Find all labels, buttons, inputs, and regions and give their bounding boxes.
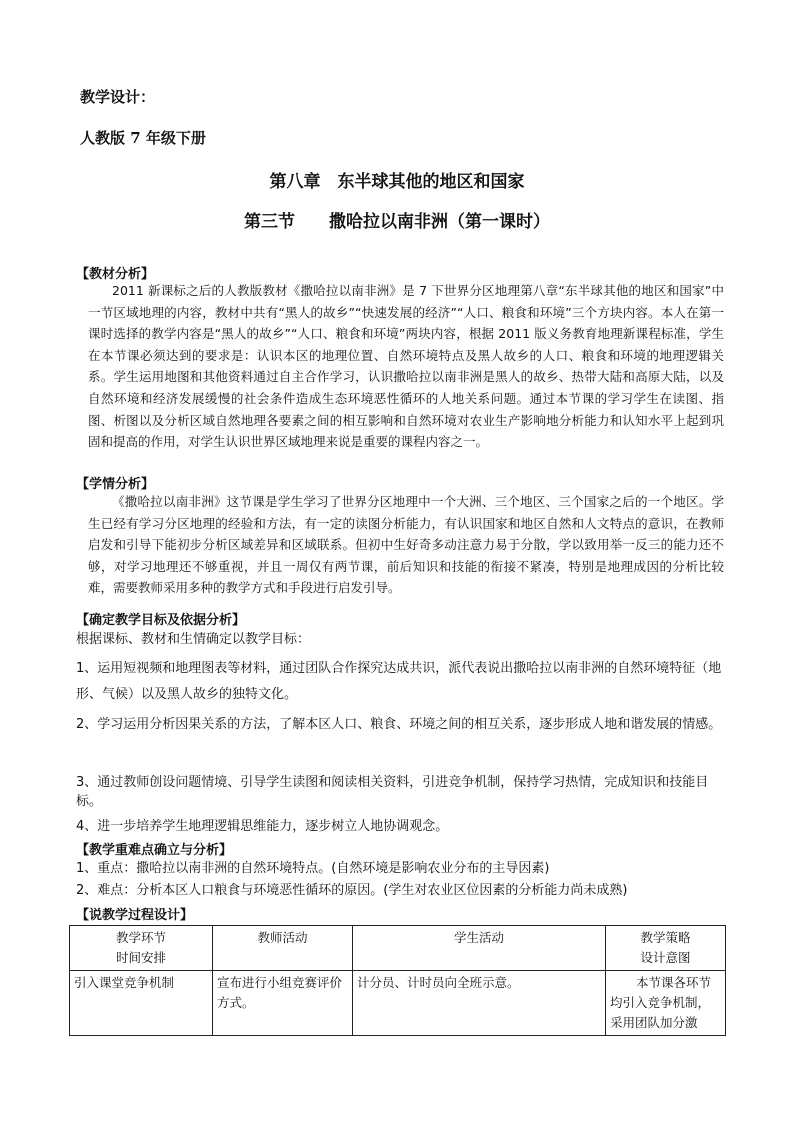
table-row [70, 971, 726, 1036]
process-table [69, 925, 726, 1036]
chapter-title: 第八章 东半球其他的地区和国家 [269, 172, 525, 192]
doc-type-heading: 教学设计： [80, 88, 156, 106]
process-title: 【说教学过程设计】 [76, 908, 194, 923]
header-strategy-line2: 设计意图 [640, 950, 691, 965]
header-strategy [606, 926, 726, 971]
header-strategy-line1: 教学策略 [640, 930, 691, 945]
header-student-label: 学生活动 [453, 930, 504, 945]
cell-strategy: 本节课各环节均引入竞争机制，采用团队加分激 [606, 971, 726, 1036]
header-teacher [213, 926, 353, 971]
header-student [353, 926, 606, 971]
header-stage-line1: 教学环节 [115, 930, 166, 945]
objective-item-3: 3、通过教师创设问题情境、引导学生读图和阅读相关资料，引进竞争机制，保持学习热情，完成知识和技能目标。 [76, 775, 709, 809]
section-title: 第三节 撒哈拉以南非洲（第一课时） [244, 212, 550, 232]
key-point-item-2: 2、难点：分析本区人口粮食与环境恶性循环的原因。(学生对农业区位因素的分析能力尚未成熟) [76, 883, 628, 898]
header-stage-line2: 时间安排 [115, 950, 166, 965]
edition-heading: 人教版 7 年级下册 [80, 129, 206, 147]
objective-item-1: 1、运用短视频和地理图表等材料，通过团队合作探究达成共识，派代表说出撒哈拉以南非洲的自然环境特征（地形、气候）以及黑人故乡的独特文化。 [76, 661, 722, 702]
objective-item-2: 2、学习运用分析因果关系的方法，了解本区人口、粮食、环境之间的相互关系，逐步形成人地和谐发展的情感。 [76, 717, 722, 732]
student-analysis-body: 《撒哈拉以南非洲》这节课是学生学习了世界分区地理中一个大洲、三个地区、三个国家之后的一个地区。学生已经有学习分区地理的经验和方法，有一定的读图分析能力，有认识国家和地区自然和人文特点的意识，在教师启发和引导下能初步分析区域差异和区域联系。但初中生好奇多动注意力易于分散，学以致用举一反三的能力还不够，对学习地理还不够重视，并且一周仅有两节课，前后知识和技能的衔接不紧凑，特别是地理成因的分析比较难，需要教师采用多种的教学方式和手段进行启发引导。 [88, 494, 724, 596]
objectives-title: 【确定教学目标及依据分析】 [76, 613, 246, 628]
material-analysis-body: 2011 新课标之后的人教版教材《撒哈拉以南非洲》是 7 下世界分区地理第八章“东半球其他的地区和国家”中一节区域地理的内容，教材中共有“黑人的故乡”“快速发展的经济”“人口、粮食和环境”三个方块内容。本人在第一课时选择的教学内容是“黑人的故乡”“人口、粮食和环境”两块内容，根据 2011 版义务教育地理新课程标准，学生在本节课必须达到的要求是：认识本区的地理位置、自然环境特点及黑人故乡的人口、粮食和环境的地理逻辑关系。学生运用地图和其他资料通过自主合作学习，认识撒哈拉以南非洲是黑人的故乡、热带大陆和高原大陆，以及自然环境和经济发展缓慢的社会条件造成生态环境恶性循环的人地关系问题。通过本节课的学习学生在读图、指图、析图以及分析区域自然地理各要素之间的相互影响和自然环境对农业生产影响地分析能力和认知水平上起到巩固和提高的作用，对学生认识世界区域地理来说是重要的课程内容之一。 [88, 283, 724, 450]
student-analysis-title: 【学情分析】 [76, 477, 155, 492]
objectives-intro: 根据课标、教材和生情确定以教学目标： [76, 632, 311, 647]
material-analysis-title: 【教材分析】 [76, 267, 155, 282]
key-points-title: 【教学重难点确立与分析】 [76, 843, 233, 858]
cell-stage: 引入课堂竞争机制 [70, 971, 213, 1036]
objective-item-4: 4、进一步培养学生地理逻辑思维能力，逐步树立人地协调观念。 [76, 819, 449, 834]
header-teacher-label: 教师活动 [257, 930, 308, 945]
cell-student: 计分员、计时员向全班示意。 [353, 971, 606, 1036]
header-stage [70, 926, 213, 971]
cell-teacher: 宣布进行小组竞赛评价方式。 [213, 971, 353, 1036]
key-point-item-1: 1、重点：撒哈拉以南非洲的自然环境特点。(自然环境是影响农业分布的主导因素) [76, 861, 550, 876]
table-header-row [70, 926, 726, 971]
